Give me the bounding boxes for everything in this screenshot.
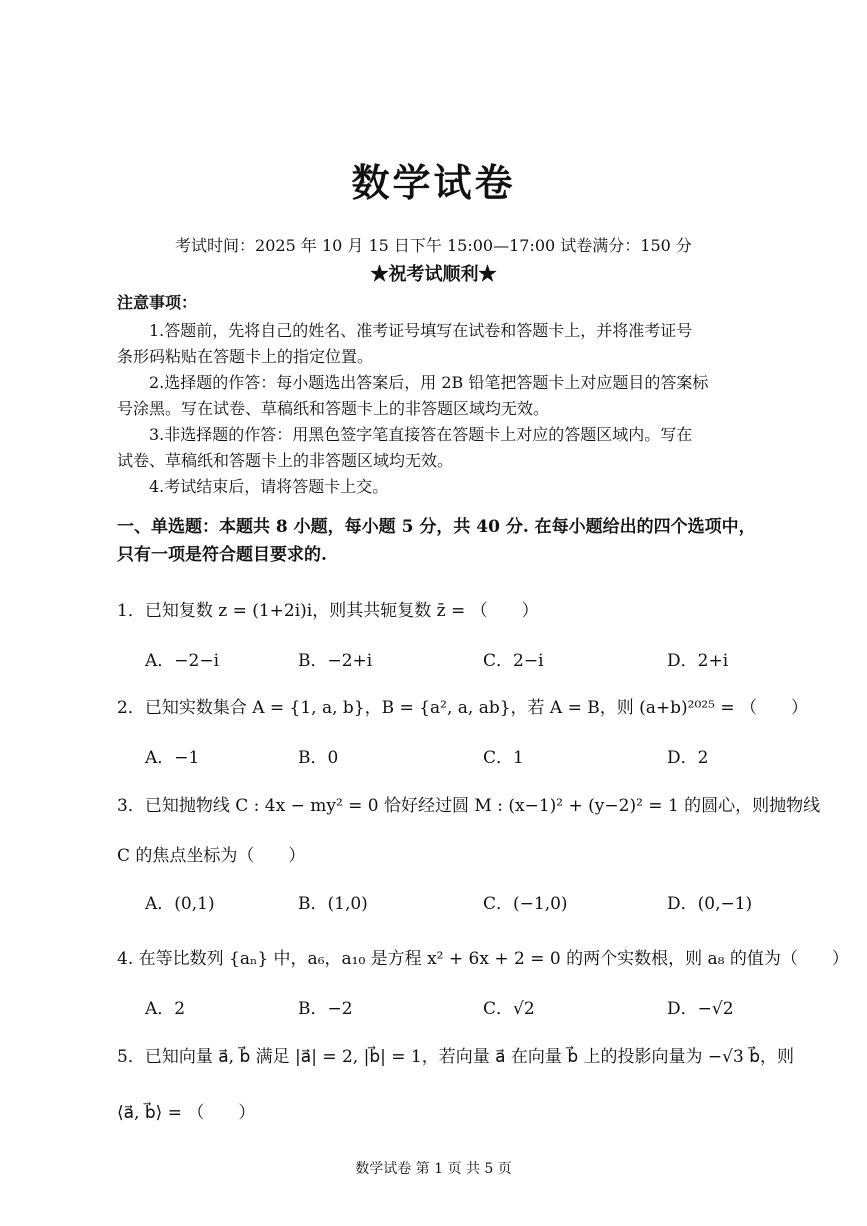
question-3-option-a: A．(0,1) <box>145 894 215 914</box>
question-2-option-a: A．−1 <box>145 748 200 768</box>
question-3-option-d: D．(0,−1) <box>667 894 753 914</box>
question-1-stem: 1．已知复数 z = (1+2i)i，则其共轭复数 z̄ = （ ） <box>117 601 539 621</box>
note-line: 条形码粘贴在答题卡上的指定位置。 <box>117 347 374 366</box>
page-title: 数学试卷 <box>351 160 516 205</box>
good-luck-line: ★祝考试顺利★ <box>370 264 497 285</box>
note-line: 号涂黑。写在试卷、草稿纸和答题卡上的非答题区域均无效。 <box>117 399 550 418</box>
exam-meta: 考试时间：2025 年 10 月 15 日下午 15:00—17:00 试卷满分：150 分 <box>175 236 692 255</box>
question-2-stem: 2．已知实数集合 A = {1, a, b}，B = {a², a, ab}，若 A = B，则 (a+b)²⁰²⁵ = （ ） <box>117 698 808 718</box>
question-2-option-b: B．0 <box>298 748 339 768</box>
note-line: 试卷、草稿纸和答题卡上的非答题区域均无效。 <box>117 451 454 470</box>
note-line: 2.选择题的作答：每小题选出答案后，用 2B 铅笔把答题卡上对应题目的答案标 <box>149 373 709 392</box>
note-line: 3.非选择题的作答：用黑色签字笔直接答在答题卡上对应的答题区域内。写在 <box>149 425 693 444</box>
question-4-stem: 4. 在等比数列 {aₙ} 中，a₆，a₁₀ 是方程 x² + 6x + 2 = 0 的两个实数根，则 a₈ 的值为（ ） <box>117 949 849 969</box>
question-4-option-d: D．−√2 <box>667 999 734 1019</box>
question-1-option-d: D．2+i <box>667 651 729 671</box>
question-1-option-b: B．−2+i <box>298 651 373 671</box>
note-line: 4.考试结束后，请将答题卡上交。 <box>149 477 389 496</box>
note-line: 1.答题前，先将自己的姓名、准考证号填写在试卷和答题卡上，并将准考证号 <box>149 321 693 340</box>
page-footer: 数学试卷 第 1 页 共 5 页 <box>355 1161 512 1177</box>
question-2-option-c: C．1 <box>483 748 524 768</box>
question-3-option-c: C．(−1,0) <box>483 894 568 914</box>
notes-heading: 注意事项： <box>117 293 198 312</box>
question-4-option-c: C．√2 <box>483 999 535 1019</box>
question-4-option-a: A．2 <box>145 999 186 1019</box>
section-heading: 一、单选题：本题共 8 小题，每小题 5 分，共 40 分. 在每小题给出的四个选项中， <box>117 517 756 537</box>
question-3-option-b: B．(1,0) <box>298 894 368 914</box>
question-5-stem-cont: ⟨a⃗, b⃗⟩ = （ ） <box>117 1103 256 1123</box>
question-4-option-b: B．−2 <box>298 999 353 1019</box>
question-1-option-a: A．−2−i <box>145 651 220 671</box>
question-5-stem: 5．已知向量 a⃗, b⃗ 满足 |a⃗| = 2, |b⃗| = 1，若向量 a⃗ 在向量 b⃗ 上的投影向量为 −√3 b⃗，则 <box>117 1047 795 1067</box>
question-1-option-c: C．2−i <box>483 651 544 671</box>
question-3-stem: 3．已知抛物线 C : 4x − my² = 0 恰好经过圆 M : (x−1)² + (y−2)² = 1 的圆心，则抛物线 <box>117 796 821 816</box>
question-3-stem-cont: C 的焦点坐标为（ ） <box>117 846 306 866</box>
question-2-option-d: D．2 <box>667 748 709 768</box>
section-heading-cont: 只有一项是符合题目要求的. <box>117 545 327 565</box>
